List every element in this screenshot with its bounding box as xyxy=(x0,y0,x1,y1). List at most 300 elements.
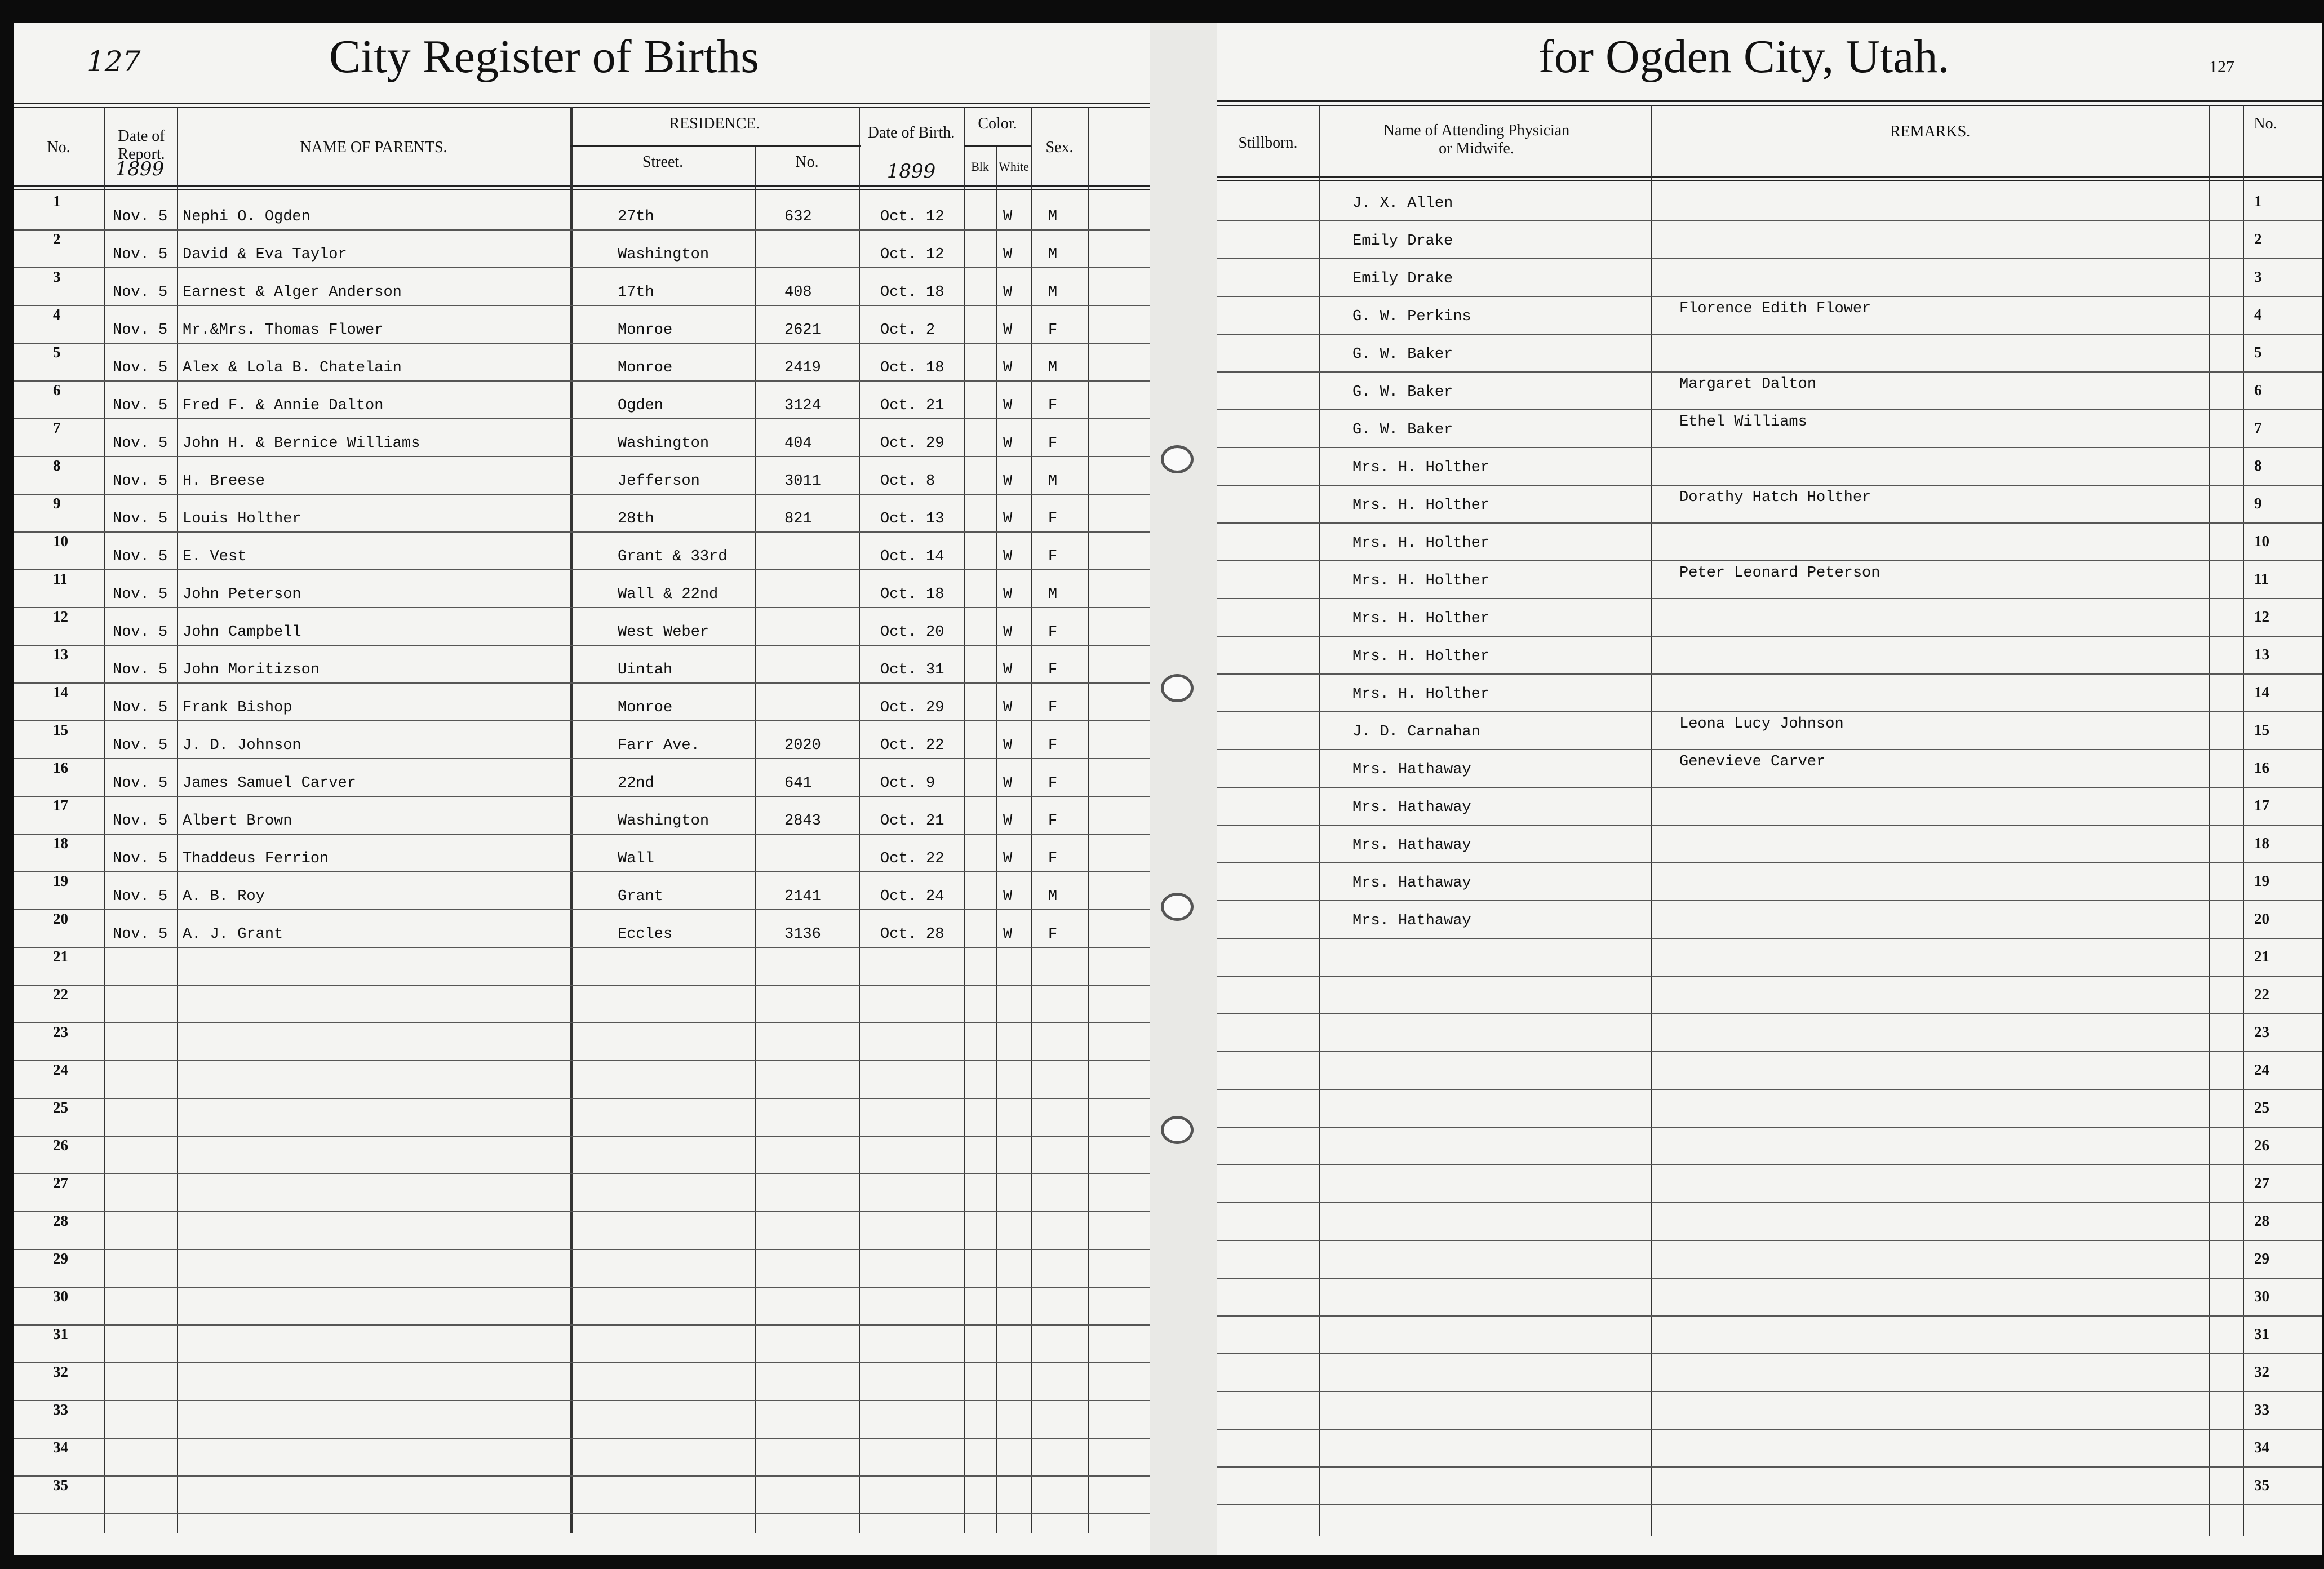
color-white: W xyxy=(1003,435,1013,452)
birth-date: Oct. 21 xyxy=(880,813,944,830)
report-date: Nov. 5 xyxy=(113,850,168,867)
parent-names: John H. & Bernice Williams xyxy=(183,435,420,452)
parent-names: James Samuel Carver xyxy=(183,775,356,792)
table-row xyxy=(14,192,1150,231)
physician-name: Mrs. H. Holther xyxy=(1352,535,1490,552)
color-white: W xyxy=(1003,813,1013,830)
row-number: 19 xyxy=(2254,872,2269,889)
remarks: Leona Lucy Johnson xyxy=(1679,716,1844,733)
row-number: 10 xyxy=(53,533,68,549)
physician-name: G. W. Baker xyxy=(1352,422,1453,438)
header-bottom-rule xyxy=(14,185,1150,187)
row-number: 21 xyxy=(2254,948,2269,965)
table-row xyxy=(14,229,1150,268)
sex: F xyxy=(1048,435,1058,452)
table-row xyxy=(14,1475,1150,1514)
table-row xyxy=(1217,711,2322,750)
report-date: Nov. 5 xyxy=(113,737,168,754)
table-row xyxy=(1217,749,2322,788)
row-number: 9 xyxy=(2254,495,2262,512)
residence-number: 2419 xyxy=(784,360,821,376)
table-row xyxy=(14,494,1150,533)
birth-date: Oct. 13 xyxy=(880,511,944,528)
residence-number: 2141 xyxy=(784,888,821,905)
residence-number: 2621 xyxy=(784,322,821,339)
header-sex: Sex. xyxy=(1045,139,1074,156)
physician-name: Mrs. Hathaway xyxy=(1352,837,1471,854)
row-number: 28 xyxy=(53,1212,68,1229)
birth-date: Oct. 18 xyxy=(880,284,944,301)
physician-name: Mrs. H. Holther xyxy=(1352,573,1490,590)
table-row xyxy=(1217,825,2322,863)
row-number: 4 xyxy=(53,306,61,323)
parent-names: John Peterson xyxy=(183,586,301,603)
table-row xyxy=(1217,938,2322,977)
row-number: 5 xyxy=(53,344,61,361)
row-number: 11 xyxy=(53,570,68,587)
row-number: 21 xyxy=(53,948,68,965)
row-number: 31 xyxy=(53,1326,68,1342)
parent-names: Fred F. & Annie Dalton xyxy=(183,397,384,414)
table-row xyxy=(1217,1202,2322,1241)
sex: M xyxy=(1048,586,1058,603)
header-top-rule xyxy=(1217,100,2322,102)
color-white: W xyxy=(1003,699,1013,716)
residence-street: Grant & 33rd xyxy=(618,548,728,565)
header-top-rule-2 xyxy=(14,107,1150,108)
row-number: 29 xyxy=(53,1250,68,1267)
table-row xyxy=(14,305,1150,344)
table-row xyxy=(1217,900,2322,939)
table-row xyxy=(14,871,1150,910)
header-street-no: No. xyxy=(795,153,819,171)
residence-number: 3011 xyxy=(784,473,821,490)
row-number: 16 xyxy=(2254,759,2269,776)
residence-street: 17th xyxy=(618,284,654,301)
row-number: 15 xyxy=(2254,721,2269,738)
table-row xyxy=(1217,258,2322,297)
residence-number: 3124 xyxy=(784,397,821,414)
table-row xyxy=(1217,522,2322,561)
row-number: 3 xyxy=(2254,268,2262,285)
physician-name: Mrs. Hathaway xyxy=(1352,761,1471,778)
row-number: 32 xyxy=(53,1363,68,1380)
report-date: Nov. 5 xyxy=(113,246,168,263)
sex: F xyxy=(1048,511,1058,528)
physician-name: Emily Drake xyxy=(1352,233,1453,250)
row-number: 3 xyxy=(53,268,61,285)
birth-date: Oct. 31 xyxy=(880,662,944,679)
table-row xyxy=(14,267,1150,306)
report-date: Nov. 5 xyxy=(113,888,168,905)
sex: M xyxy=(1048,284,1058,301)
birth-date: Oct. 29 xyxy=(880,435,944,452)
header-top-rule xyxy=(14,103,1150,104)
color-white: W xyxy=(1003,511,1013,528)
header-bottom-rule xyxy=(1217,176,2322,178)
row-number: 23 xyxy=(53,1023,68,1040)
row-number: 14 xyxy=(2254,684,2269,701)
table-row xyxy=(1217,296,2322,335)
row-number: 34 xyxy=(2254,1439,2269,1456)
header-top-rule-2 xyxy=(1217,105,2322,106)
row-number: 11 xyxy=(2254,570,2269,587)
birth-date: Oct. 12 xyxy=(880,246,944,263)
row-number: 28 xyxy=(2254,1212,2269,1229)
row-number: 17 xyxy=(2254,797,2269,814)
color-white: W xyxy=(1003,624,1013,641)
table-row xyxy=(1217,1315,2322,1354)
parent-names: Nephi O. Ogden xyxy=(183,209,311,225)
header-residence: RESIDENCE. xyxy=(669,115,760,132)
residence-street: Washington xyxy=(618,435,709,452)
sex: M xyxy=(1048,246,1058,263)
row-number: 12 xyxy=(2254,608,2269,625)
table-row xyxy=(14,909,1150,948)
report-date: Nov. 5 xyxy=(113,511,168,528)
color-white: W xyxy=(1003,586,1013,603)
sex: F xyxy=(1048,662,1058,679)
residence-street: Farr Ave. xyxy=(618,737,700,754)
sex: F xyxy=(1048,624,1058,641)
row-number: 9 xyxy=(53,495,61,512)
residence-street: Washington xyxy=(618,246,709,263)
table-row xyxy=(1217,1391,2322,1430)
sex: F xyxy=(1048,322,1058,339)
residence-street: Monroe xyxy=(618,322,673,339)
row-number: 19 xyxy=(53,872,68,889)
row-number: 16 xyxy=(53,759,68,776)
table-row xyxy=(14,1022,1150,1061)
report-date: Nov. 5 xyxy=(113,926,168,943)
row-number: 8 xyxy=(2254,457,2262,474)
color-white: W xyxy=(1003,548,1013,565)
table-row xyxy=(14,569,1150,608)
page-title-right: for Ogden City, Utah. xyxy=(1538,30,1950,83)
residence-street: Washington xyxy=(618,813,709,830)
row-number: 7 xyxy=(53,419,61,436)
row-number: 35 xyxy=(53,1477,68,1493)
page-number: 127 xyxy=(2209,57,2234,76)
color-white: W xyxy=(1003,284,1013,301)
residence-number: 408 xyxy=(784,284,812,301)
report-date: Nov. 5 xyxy=(113,397,168,414)
row-number: 25 xyxy=(2254,1099,2269,1116)
row-number: 15 xyxy=(53,721,68,738)
report-date: Nov. 5 xyxy=(113,360,168,376)
row-number: 2 xyxy=(53,231,61,247)
table-row xyxy=(14,1287,1150,1326)
sex: F xyxy=(1048,926,1058,943)
header-color: Color. xyxy=(978,115,1017,132)
table-row xyxy=(1217,334,2322,373)
physician-name: G. W. Baker xyxy=(1352,384,1453,401)
row-number: 6 xyxy=(53,382,61,398)
row-number: 26 xyxy=(53,1137,68,1154)
row-number: 18 xyxy=(53,835,68,852)
binder-hole xyxy=(1161,1116,1194,1144)
table-row xyxy=(1217,598,2322,637)
row-number: 20 xyxy=(2254,910,2269,927)
row-number: 27 xyxy=(2254,1174,2269,1191)
table-row xyxy=(14,343,1150,382)
remarks: Peter Leonard Peterson xyxy=(1679,565,1881,582)
table-row xyxy=(1217,220,2322,259)
header-date-report: Date of Report. xyxy=(118,127,165,163)
physician-name: J. X. Allen xyxy=(1352,195,1453,212)
right-register-page xyxy=(1217,23,2322,1555)
row-number: 13 xyxy=(2254,646,2269,663)
parent-names: A. J. Grant xyxy=(183,926,283,943)
parent-names: John Moritizson xyxy=(183,662,320,679)
row-number: 33 xyxy=(53,1401,68,1418)
parent-names: E. Vest xyxy=(183,548,247,565)
binder-hole xyxy=(1161,893,1194,921)
birth-date: Oct. 22 xyxy=(880,850,944,867)
residence-street: Grant xyxy=(618,888,664,905)
residence-number: 404 xyxy=(784,435,812,452)
binder-hole xyxy=(1161,445,1194,473)
birth-date: Oct. 29 xyxy=(880,699,944,716)
header-date-birth: Date of Birth. xyxy=(867,124,955,141)
remarks: Margaret Dalton xyxy=(1679,376,1817,393)
row-number: 25 xyxy=(53,1099,68,1116)
table-row xyxy=(14,985,1150,1023)
table-row xyxy=(14,720,1150,759)
row-number: 35 xyxy=(2254,1477,2269,1493)
table-row xyxy=(14,607,1150,646)
table-row xyxy=(14,380,1150,419)
binding-gutter xyxy=(1150,23,1217,1555)
sex: F xyxy=(1048,548,1058,565)
parent-names: J. D. Johnson xyxy=(183,737,301,754)
row-number: 26 xyxy=(2254,1137,2269,1154)
color-white: W xyxy=(1003,473,1013,490)
physician-name: G. W. Perkins xyxy=(1352,308,1471,325)
row-number: 33 xyxy=(2254,1401,2269,1418)
row-number: 17 xyxy=(53,797,68,814)
birth-date: Oct. 28 xyxy=(880,926,944,943)
color-white: W xyxy=(1003,397,1013,414)
row-number: 13 xyxy=(53,646,68,663)
report-date: Nov. 5 xyxy=(113,813,168,830)
row-number: 12 xyxy=(53,608,68,625)
header-year-birth: 1899 xyxy=(886,160,936,183)
report-date: Nov. 5 xyxy=(113,586,168,603)
birth-date: Oct. 12 xyxy=(880,209,944,225)
table-row xyxy=(1217,447,2322,486)
page-title: City Register of Births xyxy=(329,30,759,83)
page-marker: 127 xyxy=(87,45,141,78)
report-date: Nov. 5 xyxy=(113,435,168,452)
table-row xyxy=(14,1362,1150,1401)
header-bottom-rule-2 xyxy=(14,189,1150,190)
row-number: 7 xyxy=(2254,419,2262,436)
report-date: Nov. 5 xyxy=(113,473,168,490)
birth-date: Oct. 24 xyxy=(880,888,944,905)
row-number: 23 xyxy=(2254,1023,2269,1040)
physician-name: Mrs. Hathaway xyxy=(1352,912,1471,929)
color-white: W xyxy=(1003,775,1013,792)
report-date: Nov. 5 xyxy=(113,699,168,716)
table-row xyxy=(14,1438,1150,1477)
physician-name: J. D. Carnahan xyxy=(1352,724,1480,741)
parent-names: Alex & Lola B. Chatelain xyxy=(183,360,402,376)
table-row xyxy=(14,834,1150,872)
table-row xyxy=(14,758,1150,797)
birth-date: Oct. 21 xyxy=(880,397,944,414)
table-row xyxy=(1217,862,2322,901)
parent-names: Thaddeus Ferrion xyxy=(183,850,329,867)
physician-name: Mrs. H. Holther xyxy=(1352,459,1490,476)
physician-name: Mrs. H. Holther xyxy=(1352,648,1490,665)
color-white: W xyxy=(1003,926,1013,943)
row-number: 22 xyxy=(53,986,68,1003)
sex: M xyxy=(1048,473,1058,490)
header-remarks: REMARKS. xyxy=(1890,123,1971,140)
row-number: 24 xyxy=(2254,1061,2269,1078)
table-row xyxy=(1217,673,2322,712)
remarks: Genevieve Carver xyxy=(1679,754,1826,770)
residence-number: 3136 xyxy=(784,926,821,943)
header-physician: Name of Attending Physician or Midwife. xyxy=(1383,122,1570,157)
header-white: White xyxy=(999,159,1029,174)
sex: F xyxy=(1048,397,1058,414)
header-year-report: 1899 xyxy=(115,158,165,180)
row-number: 5 xyxy=(2254,344,2262,361)
binder-hole xyxy=(1161,674,1194,702)
sex: M xyxy=(1048,209,1058,225)
parent-names: Louis Holther xyxy=(183,511,301,528)
row-number: 24 xyxy=(53,1061,68,1078)
row-number: 30 xyxy=(2254,1288,2269,1305)
header-stillborn: Stillborn. xyxy=(1238,134,1298,152)
table-row xyxy=(1217,1127,2322,1165)
row-number: 34 xyxy=(53,1439,68,1456)
color-white: W xyxy=(1003,246,1013,263)
report-date: Nov. 5 xyxy=(113,548,168,565)
table-row xyxy=(1217,183,2322,221)
table-row xyxy=(1217,1089,2322,1128)
physician-name: Mrs. H. Holther xyxy=(1352,686,1490,703)
residence-street: Monroe xyxy=(618,699,673,716)
table-row xyxy=(14,418,1150,457)
report-date: Nov. 5 xyxy=(113,209,168,225)
residence-street: Wall & 22nd xyxy=(618,586,719,603)
row-number: 18 xyxy=(2254,835,2269,852)
table-row xyxy=(1217,1353,2322,1392)
color-white: W xyxy=(1003,322,1013,339)
row-number: 32 xyxy=(2254,1363,2269,1380)
residence-street: Ogden xyxy=(618,397,664,414)
row-number: 22 xyxy=(2254,986,2269,1003)
row-number: 6 xyxy=(2254,382,2262,398)
physician-name: Mrs. Hathaway xyxy=(1352,875,1471,892)
table-row xyxy=(14,1249,1150,1288)
birth-date: Oct. 2 xyxy=(880,322,935,339)
residence-number: 2020 xyxy=(784,737,821,754)
header-blk: Blk xyxy=(971,159,989,174)
table-row xyxy=(1217,1429,2322,1468)
color-white: W xyxy=(1003,662,1013,679)
header-street: Street. xyxy=(642,153,684,171)
table-row xyxy=(14,531,1150,570)
table-row xyxy=(1217,636,2322,675)
residence-street: Uintah xyxy=(618,662,673,679)
row-number: 1 xyxy=(53,193,61,210)
sex: F xyxy=(1048,813,1058,830)
table-row xyxy=(14,1098,1150,1137)
color-white: W xyxy=(1003,850,1013,867)
report-date: Nov. 5 xyxy=(113,322,168,339)
residence-number: 641 xyxy=(784,775,812,792)
table-row xyxy=(1217,1466,2322,1505)
sex: F xyxy=(1048,737,1058,754)
table-row xyxy=(14,947,1150,986)
table-row xyxy=(1217,485,2322,524)
remarks: Florence Edith Flower xyxy=(1679,300,1871,317)
physician-name: Emily Drake xyxy=(1352,271,1453,287)
table-row xyxy=(1217,1278,2322,1317)
parent-names: Earnest & Alger Anderson xyxy=(183,284,402,301)
table-row xyxy=(14,1400,1150,1439)
parent-names: Mr.&Mrs. Thomas Flower xyxy=(183,322,384,339)
table-row xyxy=(1217,371,2322,410)
parent-names: Frank Bishop xyxy=(183,699,292,716)
physician-name: G. W. Baker xyxy=(1352,346,1453,363)
residence-number: 632 xyxy=(784,209,812,225)
table-row xyxy=(1217,787,2322,826)
remarks: Dorathy Hatch Holther xyxy=(1679,489,1871,506)
report-date: Nov. 5 xyxy=(113,284,168,301)
header-name-parents: NAME OF PARENTS. xyxy=(300,139,447,156)
table-row xyxy=(1217,409,2322,448)
sex: M xyxy=(1048,888,1058,905)
row-number: 10 xyxy=(2254,533,2269,549)
row-number: 20 xyxy=(53,910,68,927)
report-date: Nov. 5 xyxy=(113,662,168,679)
row-number: 4 xyxy=(2254,306,2262,323)
birth-date: Oct. 8 xyxy=(880,473,935,490)
header-no-right: No. xyxy=(2254,115,2277,132)
birth-date: Oct. 22 xyxy=(880,737,944,754)
residence-street: Eccles xyxy=(618,926,673,943)
row-number: 31 xyxy=(2254,1326,2269,1342)
table-row xyxy=(14,682,1150,721)
header-no: No. xyxy=(47,139,70,156)
residence-street: Jefferson xyxy=(618,473,700,490)
table-row xyxy=(1217,1051,2322,1090)
table-row xyxy=(14,796,1150,835)
birth-date: Oct. 9 xyxy=(880,775,935,792)
physician-name: Mrs. H. Holther xyxy=(1352,497,1490,514)
residence-street: 28th xyxy=(618,511,654,528)
color-white: W xyxy=(1003,209,1013,225)
row-number: 30 xyxy=(53,1288,68,1305)
color-white: W xyxy=(1003,737,1013,754)
row-number: 14 xyxy=(53,684,68,701)
row-number: 8 xyxy=(53,457,61,474)
parent-names: Albert Brown xyxy=(183,813,292,830)
table-row xyxy=(1217,1164,2322,1203)
color-white: W xyxy=(1003,360,1013,376)
color-rule xyxy=(964,145,1031,147)
residence-street: Monroe xyxy=(618,360,673,376)
birth-date: Oct. 18 xyxy=(880,586,944,603)
parent-names: John Campbell xyxy=(183,624,301,641)
residence-number: 2843 xyxy=(784,813,821,830)
report-date: Nov. 5 xyxy=(113,624,168,641)
